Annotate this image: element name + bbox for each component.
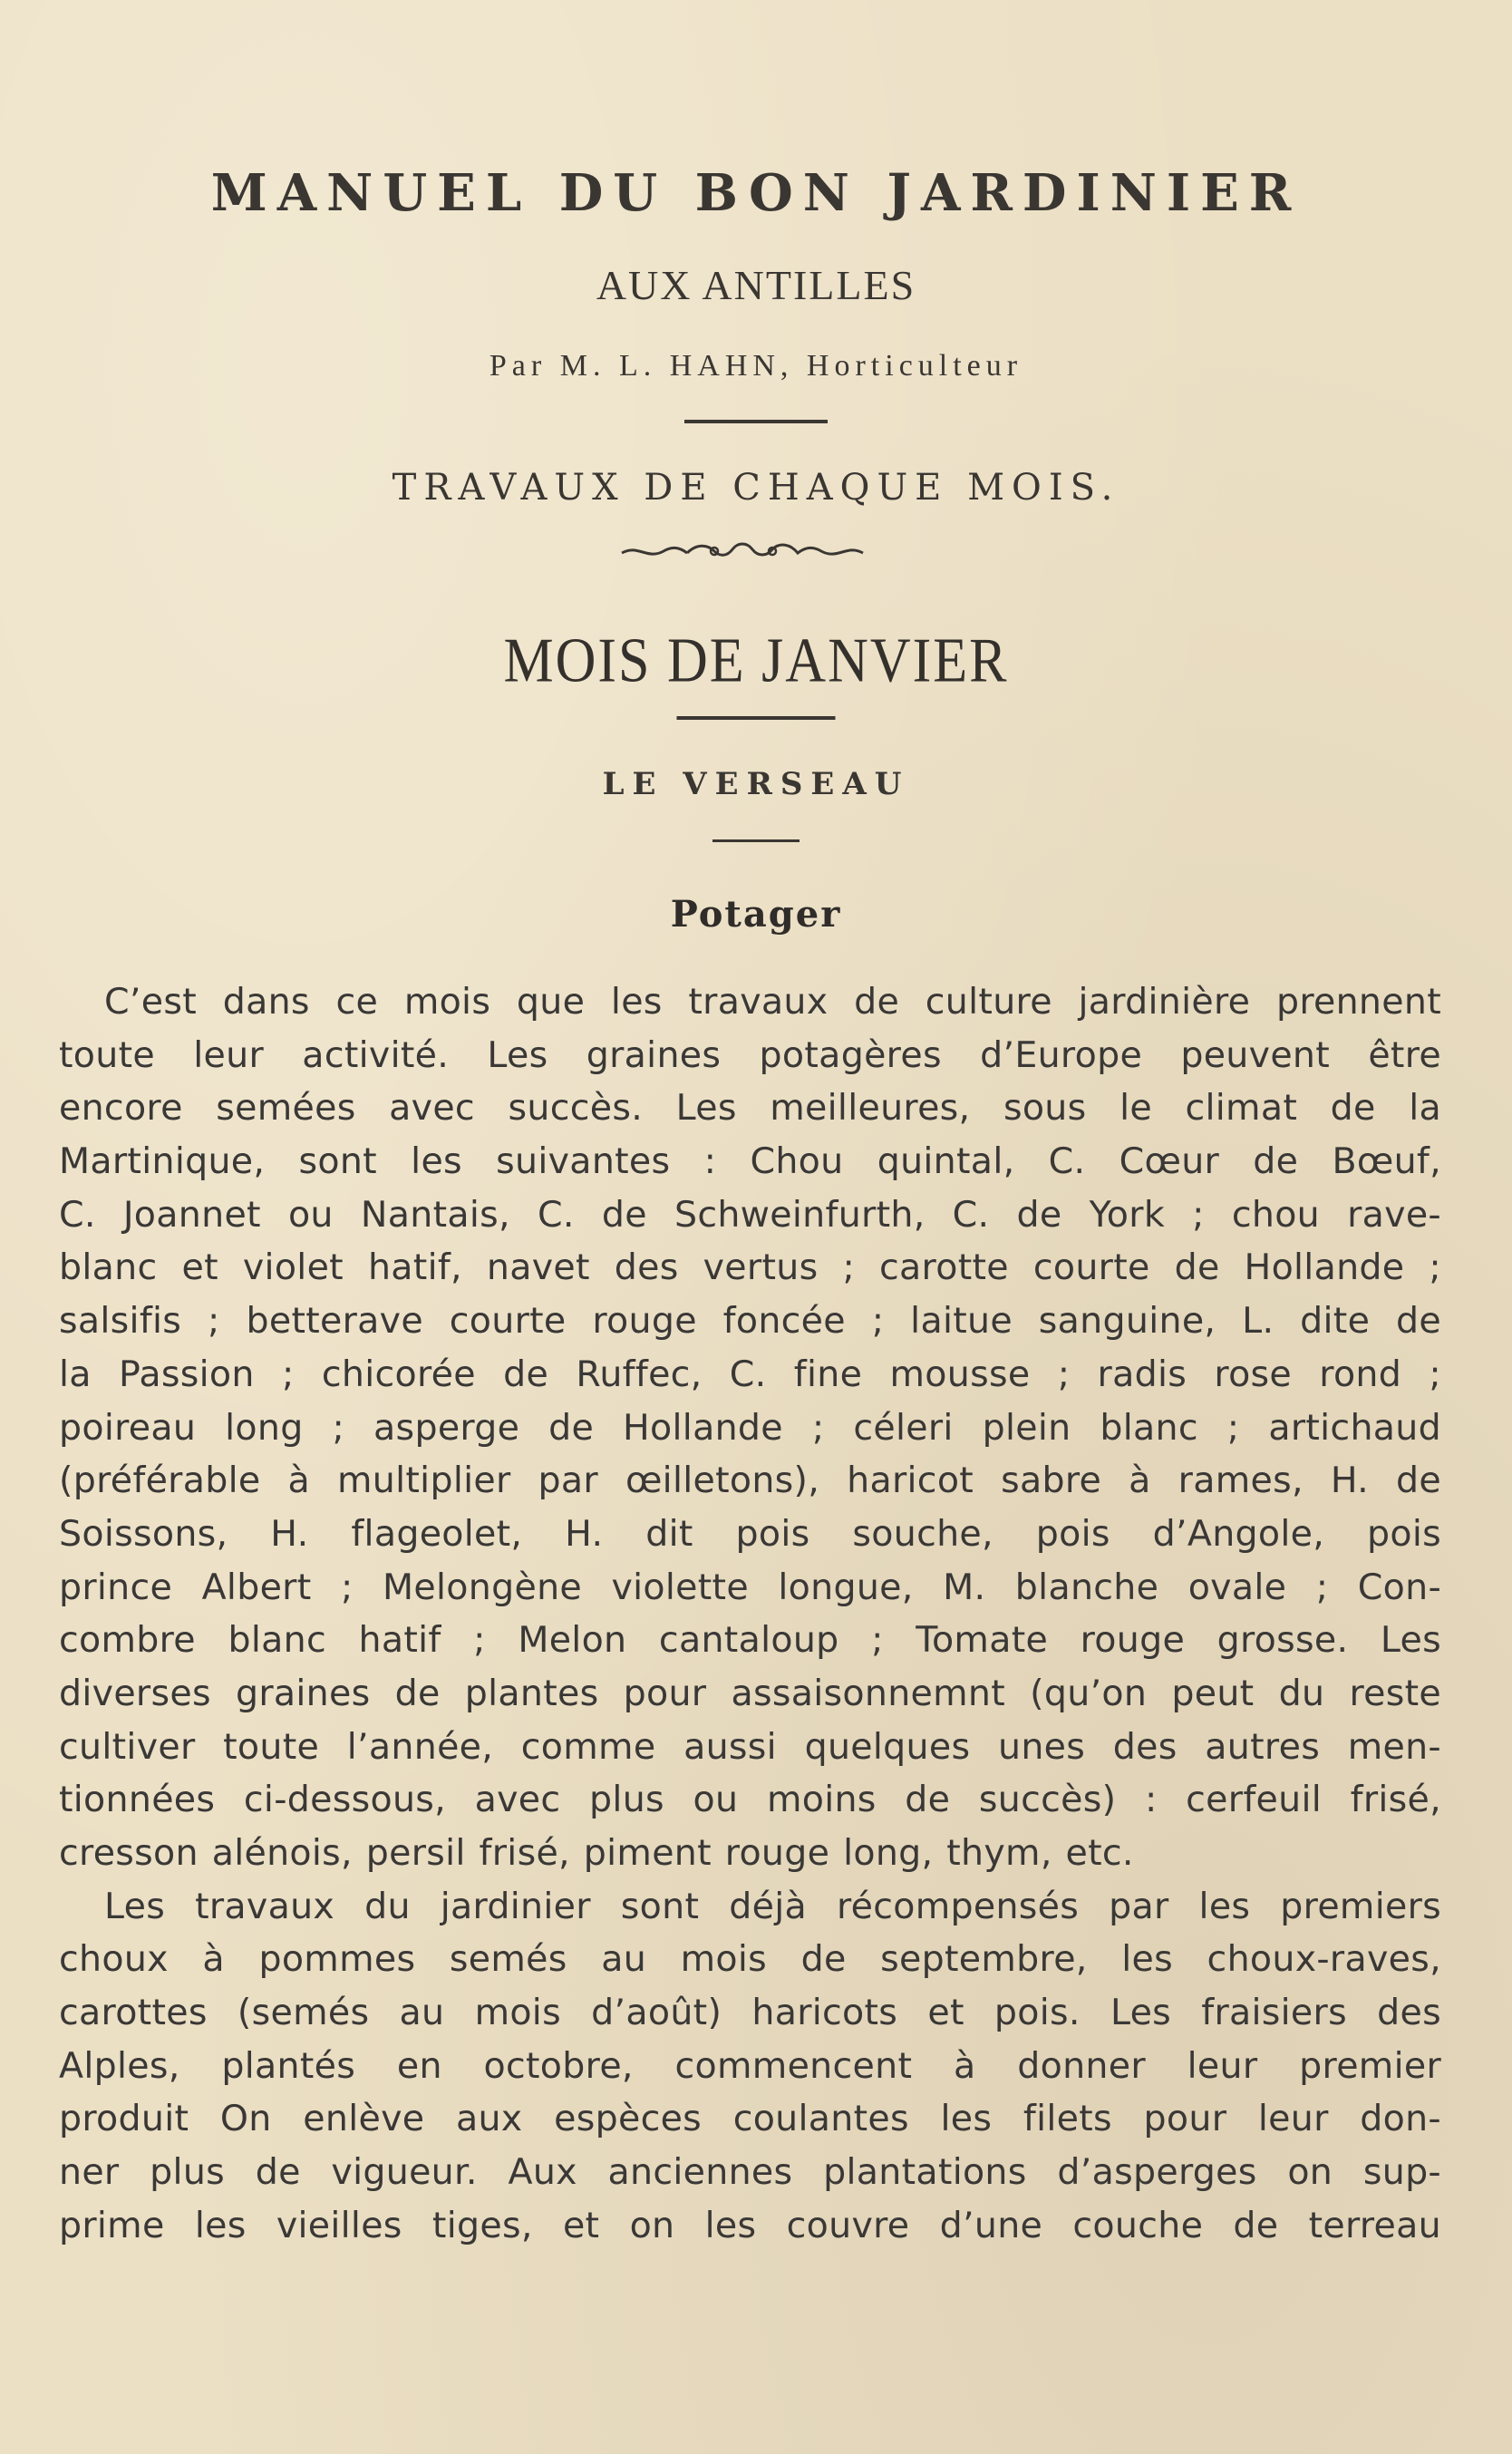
text-line: produit On enlève aux espèces coulantes les filets pour leur don-	[59, 2098, 1441, 2140]
divider-rule	[677, 716, 836, 720]
text-line: cultiver toute l’année, comme aussi quelques unes des autres men-	[59, 1725, 1441, 1768]
text-line: combre blanc hatif ; Melon cantaloup ; Tomate rouge grosse. Les	[59, 1619, 1441, 1662]
author-line: Par M. L. HAHN, Horticulteur	[489, 349, 1023, 383]
text-line: cresson alénois, persil frisé, piment rouge long, thym, etc.	[59, 1832, 1134, 1874]
text-line: C. Joannet ou Nantais, C. de Schweinfurth, C. de York ; chou rave-	[59, 1193, 1441, 1236]
text-line: Martinique, sont les suivantes : Chou quintal, C. Cœur de Bœuf,	[59, 1140, 1441, 1183]
text-line: Les travaux du jardinier sont déjà récompensés par les premiers	[104, 1885, 1441, 1927]
text-line: prime les vieilles tiges, et on les couvre d’une couche de terreau	[59, 2204, 1441, 2246]
text-line: salsifis ; betterave courte rouge foncée ; laitue sanguine, L. dite de	[59, 1300, 1441, 1343]
text-line: poireau long ; asperge de Hollande ; céleri plein blanc ; artichaud	[59, 1406, 1441, 1449]
text-line: choux à pommes semés au mois de septembre, les choux-raves,	[59, 1938, 1441, 1981]
divider-rule	[684, 420, 828, 423]
text-line: carottes (semés au mois d’août) haricots et pois. Les fraisiers des	[59, 1992, 1441, 2034]
body-text	[59, 975, 1441, 2253]
text-line: blanc et violet hatif, navet des vertus ; carotte courte de Hollande ;	[59, 1246, 1441, 1289]
text-line: encore semées avec succès. Les meilleures, sous le climat de la	[59, 1087, 1441, 1130]
text-line: (préférable à multiplier par œilletons), haricot sabre à rames, H. de	[59, 1460, 1441, 1502]
zodiac-sign: LE VERSEAU	[602, 766, 910, 802]
book-subtitle: AUX ANTILLES	[596, 262, 916, 308]
ornament-flourish-icon	[620, 535, 865, 567]
text-line: diverses graines de plantes pour assaisonnemnt (qu’on peut du reste	[59, 1672, 1441, 1714]
text-line: ner plus de vigueur. Aux anciennes plantations d’asperges on sup-	[59, 2151, 1441, 2194]
text-line: toute leur activité. Les graines potagères d’Europe peuvent être	[59, 1033, 1441, 1076]
text-line: tionnées ci-dessous, avec plus ou moins de succès) : cerfeuil frisé,	[59, 1779, 1441, 1821]
text-line: prince Albert ; Melongène violette longue, M. blanche ovale ; Con-	[59, 1566, 1441, 1608]
divider-rule	[712, 839, 800, 842]
section-title: TRAVAUX DE CHAQUE MOIS.	[392, 467, 1120, 509]
month-title: MOIS DE JANVIER	[503, 626, 1009, 696]
text-line: Alples, plantés en octobre, commencent à donner leur premier	[59, 2044, 1441, 2087]
text-line: la Passion ; chicorée de Ruffec, C. fine mousse ; radis rose rond ;	[59, 1353, 1441, 1395]
text-line: C’est dans ce mois que les travaux de culture jardinière prennent	[104, 981, 1441, 1023]
book-title: MANUEL DU BON JARDINIER	[210, 163, 1302, 223]
text-line: Soissons, H. flageolet, H. dit pois souche, pois d’Angole, pois	[59, 1512, 1441, 1555]
section-heading: Potager	[670, 893, 842, 936]
